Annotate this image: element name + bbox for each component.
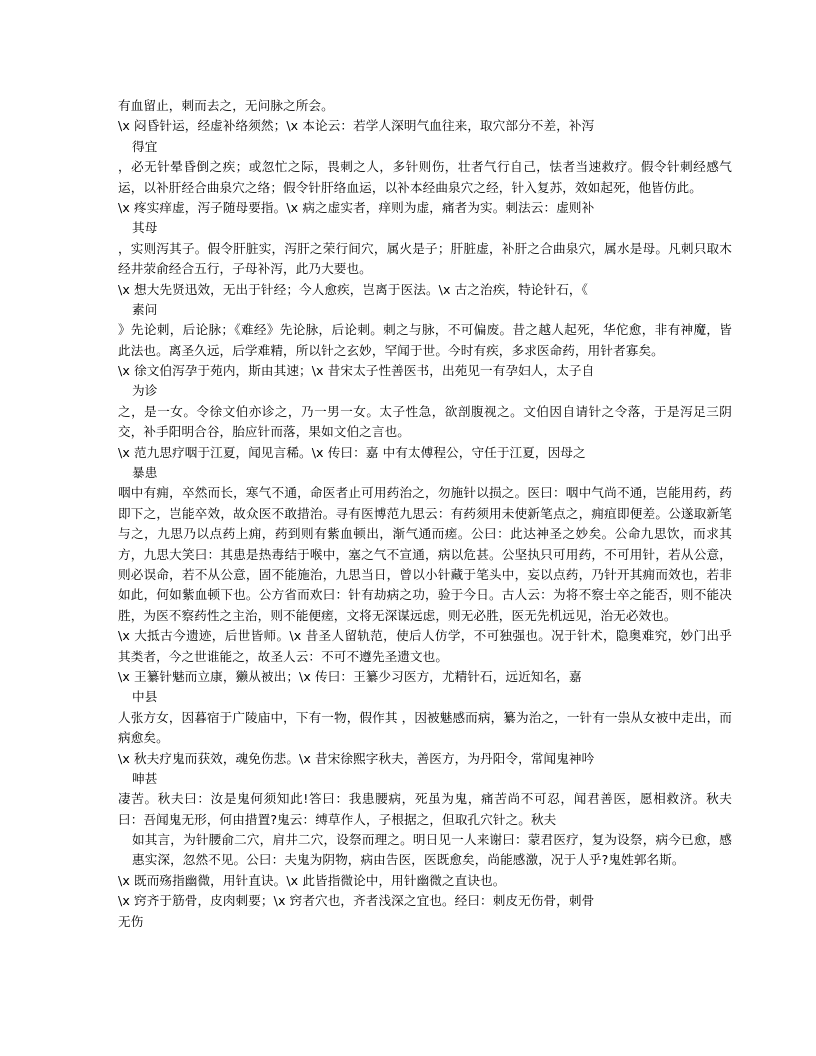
paragraph: 咽中有痈，卒然而长，寒气不通，命医者止可用药治之，勿施针以损之。医曰：咽中气尚不通，岂能用药，药即下之，岂能卒效，故众医不敢措治。寻有医博范九思云：有药须用未使新笔点之，痈疽即便差。公遂取新笔与之，九思乃以点药上痈，药到则有紫血顿出，渐气通而瘥。公曰：此达神圣之妙矣。公命九思饮，而求其方，九思大笑曰：其患是热毒结于喉中，塞之气不宣通，病以危甚。公坚执只可用药，不可用针，若从公意，则必误命，若不从公意，固不能施治，九思当日，曾以小针藏于笔头中，妄以点药，乃针开其痈而效也，若非如此，何如紫血顿下也。公方省而欢曰：针有劫病之功，验于今日。古人云：为将不察士卒之能否，则不能决胜，为医不察药性之主治，则不能便瘥，文将无深谋远虑，则无必胜，医无先机远见，治无必效也。 [118,485,732,623]
paragraph: 呻甚 [132,770,158,786]
paragraph: 中县 [132,689,158,705]
paragraph: \x 徐文伯泻孕于苑内，斯由其速；\x 昔宋太子性善医书，出苑见一有孕妇人，太子自 [118,363,595,379]
paragraph: \x 王纂针魅而立康，獭从被出；\x 传曰：王纂少习医方，尤精针石，远近知名，嘉 [118,668,582,684]
paragraph: \x 窍齐于筋骨，皮肉刺要；\x 窍者穴也，齐者浅深之宜也。经曰：刺皮无伤骨，刺骨 [118,893,595,909]
paragraph: \x 大抵古今遗迹，后世皆师。\x 昔圣人留轨范，使后人仿学，不可独强也。况于针术，隐奥难究，妙门出乎其类者，今之世谁能之，故圣人云：不可不遵先圣遗文也。 [118,628,732,664]
paragraph: \x 疼实痒虚，泻子随母要指。\x 病之虚实者，痒则为虚，痛者为实。刺法云：虚则补 [118,199,595,215]
paragraph: 为诊 [132,383,158,399]
paragraph: \x 范九思疗咽于江夏，闻见言稀。\x 传曰：嘉 中有太傅程公，守任于江夏，因母之 [118,444,586,460]
paragraph: 》先论刺，后论脉；《难经》先论脉，后论刺。刺之与脉，不可偏废。昔之越人起死，华佗愈，非有神魔，皆此法也。离圣久远，后学难精，所以针之玄妙，罕闻于世。今时有疾，多求医命药，用针者寡矣。 [118,322,732,358]
paragraph: ，必无针晕昏倒之疾；或忽忙之际，畏刺之人，多针则伤，壮者气行自己，怯者当速救疗。假令针刺经感气运，以补肝经合曲泉穴之络；假令针肝络血运，以补本经曲泉穴之经，针入复苏，效如起死，他皆仿此。 [118,159,732,195]
paragraph: 凄苦。秋夫曰：汝是鬼何须知此!答曰：我患腰病，死虽为鬼，痛苦尚不可忍，闻君善医，愿相救济。秋夫曰：吾闻鬼无形，何由措置?鬼云：缚草作人，子根据之，但取孔穴针之。秋夫 [118,791,732,827]
paragraph: 得宜 [132,138,158,154]
paragraph: 暴患 [132,465,158,481]
paragraph: 有血留止，刺而去之，无问脉之所会。 [118,98,334,113]
paragraph: \x 既而殇指幽微，用针直诀。\x 此皆指微论中，用针幽微之直诀也。 [118,872,506,888]
paragraph: 无伤 [118,913,144,929]
paragraph: 如其言，为针腰俞二穴，肩井二穴，设祭而理之。明日见一人来谢曰：蒙君医疗，复为设祭，病今已愈，感惠实深，忽然不见。公曰：夫鬼为阴物，病由告医，医既愈矣，尚能感激，况于人乎?鬼姓郭名斯。 [132,832,732,868]
paragraph: 其母 [132,220,158,236]
paragraph: 人张方女，因暮宿于广陵庙中，下有一物，假作其 ，因被魅感而病，纂为治之，一针有一祟从女被中走出，而病愈矣。 [118,709,732,746]
paragraph: 之，是一女。令徐文伯亦诊之，乃一男一女。太子性急，欲剖腹视之。文伯因自请针之令落，于是泻足三阴交，补手阳明合谷，胎应针而落，果如文伯之言也。 [118,403,732,440]
paragraph: \x 闷昏针运，经虚补络须然；\x 本论云：若学人深明气血往来，取穴部分不差，补泻 [118,118,595,134]
paragraph: \x 秋夫疗鬼而获效，魂免伤悲。\x 昔宋徐熙字秋夫，善医方，为丹阳令，常闻鬼神吟 [118,750,595,766]
paragraph: 素问 [132,301,158,317]
document-body [118,96,732,932]
paragraph: \x 想大先贤迅效，无出于针经；今人愈疾，岂离于医法。\x 古之治疾，特论针石，《 [118,281,588,297]
paragraph: ，实则泻其子。假令肝脏实，泻肝之荣行间穴，属火是子；肝脏虚，补肝之合曲泉穴，属水是母。凡刺只取木经井荥俞经合五行，子母补泻，此乃大要也。 [118,240,732,277]
